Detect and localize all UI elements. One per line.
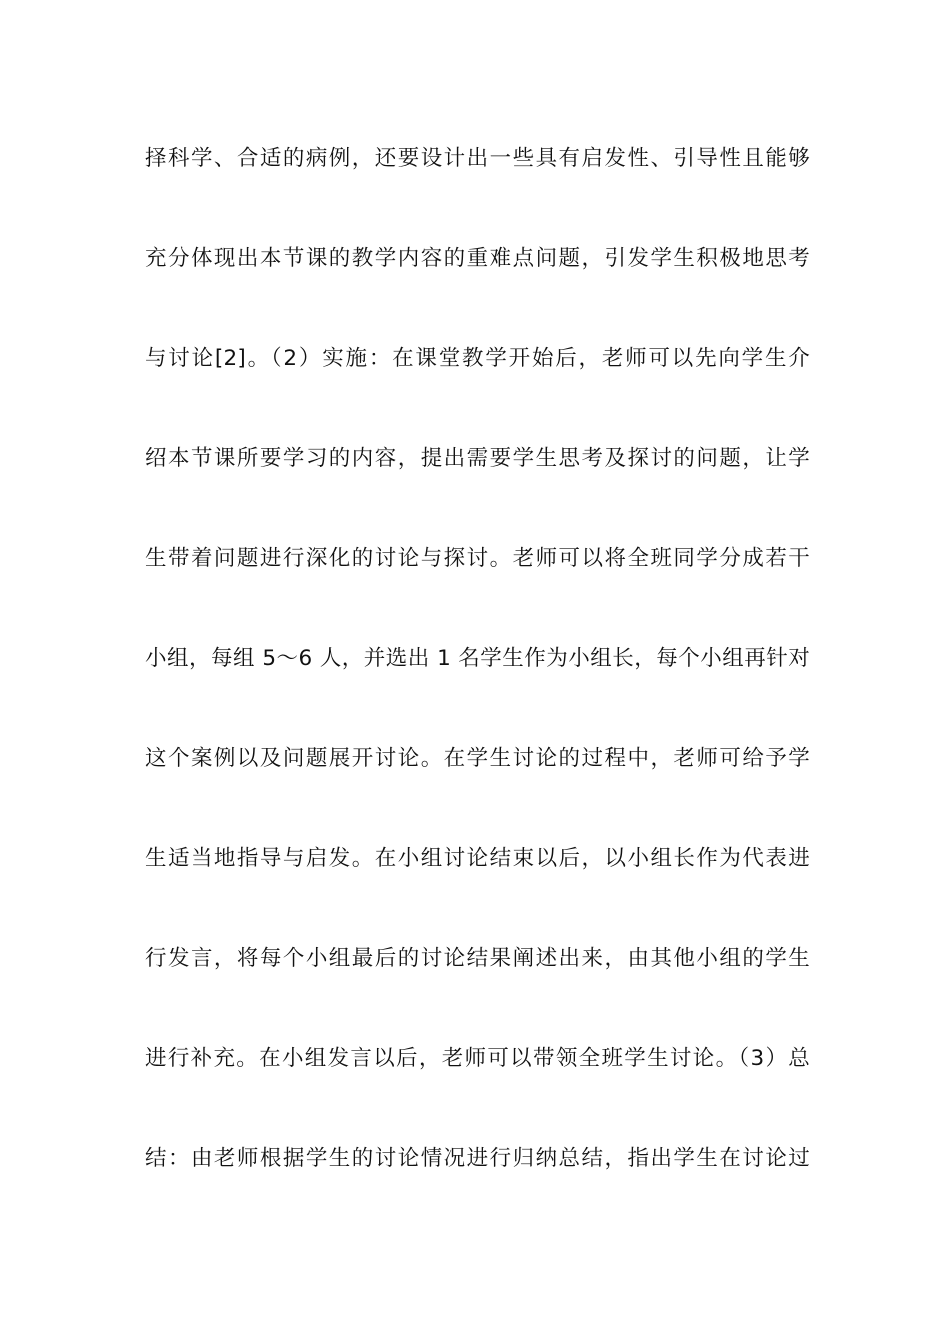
text-line	[145, 437, 810, 537]
text-line-content: 结：由老师根据学生的讨论情况进行归纳总结，指出学生在讨论过	[145, 1146, 810, 1171]
text-line-content: 与讨论[2]。（2）实施：在课堂教学开始后，老师可以先向学生介	[145, 346, 810, 371]
text-line-content: 小组，每组 5～6 人，并选出 1 名学生作为小组长，每个小组再针对	[145, 646, 810, 671]
text-line	[145, 237, 810, 337]
text-line	[145, 537, 810, 637]
text-line-content: 充分体现出本节课的教学内容的重难点问题，引发学生积极地思考	[145, 246, 810, 271]
text-line-content: 行发言，将每个小组最后的讨论结果阐述出来，由其他小组的学生	[145, 946, 810, 971]
text-line-content: 生带着问题进行深化的讨论与探讨。老师可以将全班同学分成若干	[145, 546, 810, 571]
text-line-content: 这个案例以及问题展开讨论。在学生讨论的过程中，老师可给予学	[145, 746, 810, 771]
text-line-content: 生适当地指导与启发。在小组讨论结束以后，以小组长作为代表进	[145, 846, 810, 871]
text-line-content: 绍本节课所要学习的内容，提出需要学生思考及探讨的问题，让学	[145, 446, 810, 471]
text-line-content: 进行补充。在小组发言以后，老师可以带领全班学生讨论。（3）总	[145, 1046, 810, 1071]
text-line	[145, 837, 810, 937]
body-text	[145, 137, 810, 1237]
text-line	[145, 137, 810, 237]
text-line	[145, 737, 810, 837]
text-line	[145, 1037, 810, 1137]
text-line	[145, 1137, 810, 1237]
text-line	[145, 337, 810, 437]
text-line-content: 择科学、合适的病例，还要设计出一些具有启发性、引导性且能够	[145, 146, 810, 171]
text-line	[145, 937, 810, 1037]
text-line	[145, 637, 810, 737]
